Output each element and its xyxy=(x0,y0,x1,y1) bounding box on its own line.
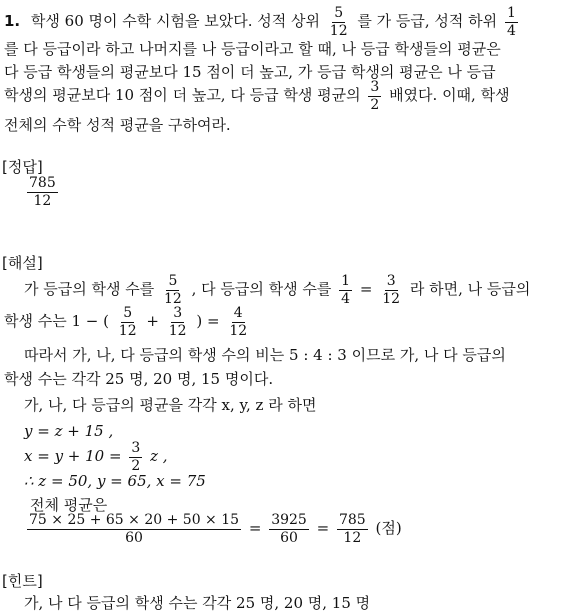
fraction xyxy=(269,513,309,545)
answer-value xyxy=(24,176,61,208)
answer-header: [정답] xyxy=(2,158,43,176)
fraction-numerator: 785 xyxy=(29,175,56,191)
equation-text: y = z + 15 , xyxy=(24,422,114,440)
fraction-numerator: 3 xyxy=(386,273,396,289)
fraction xyxy=(167,306,189,338)
problem-line-3 xyxy=(4,63,496,81)
fraction-denominator: 60 xyxy=(125,529,143,546)
problem-text: 배였다. 이때, 학생 xyxy=(389,86,510,105)
fraction xyxy=(27,513,241,545)
fraction-numerator: 5 xyxy=(123,305,133,321)
fraction-denominator: 12 xyxy=(329,22,348,39)
fraction xyxy=(117,306,139,338)
fraction-numerator: 4 xyxy=(233,305,243,321)
equation-y xyxy=(24,422,113,440)
fraction-denominator: 2 xyxy=(131,457,141,474)
problem-line-2 xyxy=(4,40,501,58)
hint-text: 가, 나 다 등급의 학생 수는 각각 25 명, 20 명, 15 명 xyxy=(24,594,371,612)
equation-text: z , xyxy=(150,447,168,466)
hint-header: [힌트] xyxy=(2,572,43,590)
fraction-denominator: 12 xyxy=(382,290,401,307)
solution-line-4 xyxy=(4,370,273,388)
unit-label: (점) xyxy=(375,519,402,538)
solution-text: 전체 평균은 xyxy=(30,496,108,514)
fraction-numerator: 1 xyxy=(506,5,516,21)
fraction-denominator: 12 xyxy=(343,529,362,546)
problem-text: 학생 60 명이 수학 시험을 보았다. 성적 상위 xyxy=(30,12,320,31)
fraction-numerator: 1 xyxy=(341,273,351,289)
fraction-numerator: 3 xyxy=(131,440,141,456)
solution-text: 학생 수는 각각 25 명, 20 명, 15 명이다. xyxy=(4,370,274,388)
equals-sign: = xyxy=(316,519,330,538)
fraction-denominator: 4 xyxy=(341,290,351,307)
solution-text: 라 하면, 나 등급의 xyxy=(409,280,531,299)
fraction xyxy=(227,306,249,338)
fraction-denominator: 2 xyxy=(370,96,380,113)
solution-line-1 xyxy=(24,274,530,306)
fraction xyxy=(129,441,142,473)
fraction-numerator: 5 xyxy=(334,5,344,21)
fraction-numerator: 75 × 25 + 65 × 20 + 50 × 15 xyxy=(29,512,240,528)
fraction-numerator: 5 xyxy=(168,273,178,289)
fraction xyxy=(328,6,350,38)
problem-number: 1. xyxy=(4,12,21,31)
fraction-numerator: 3 xyxy=(173,305,183,321)
fraction xyxy=(27,176,58,208)
solution-line-5 xyxy=(24,396,316,414)
problem-line-5 xyxy=(4,116,231,134)
problem-text: 를 다 등급이라 하고 나머지를 나 등급이라고 할 때, 나 등급 학생들의 평균은 xyxy=(4,40,501,58)
solution-text: 가 등급의 학생 수를 xyxy=(24,280,155,299)
problem-text: 를 가 등급, 성적 하위 xyxy=(357,12,498,31)
problem-text: 전체의 수학 성적 평균을 구하여라. xyxy=(4,116,231,134)
equation-text: ∴ z = 50, y = 65, x = 75 xyxy=(24,472,206,490)
plus-sign: + xyxy=(146,312,159,331)
solution-header: [해설] xyxy=(2,254,43,272)
solution-line-2 xyxy=(4,306,252,338)
fraction xyxy=(368,80,381,112)
fraction xyxy=(339,274,352,306)
equation-result xyxy=(24,472,206,490)
solution-text: ) = xyxy=(196,312,220,331)
problem-line-4 xyxy=(4,80,510,112)
solution-text: 학생 수는 1 − ( xyxy=(4,312,109,331)
solution-text: , 다 등급의 학생 수를 xyxy=(191,280,332,299)
hint-line-1 xyxy=(24,594,370,612)
solution-text: 따라서 가, 나, 다 등급의 학생 수의 비는 5 : 4 : 3 이므로 가, 나 다 등급의 xyxy=(24,346,506,364)
fraction-numerator: 785 xyxy=(338,512,366,528)
fraction-denominator: 12 xyxy=(164,290,182,307)
fraction xyxy=(380,274,402,306)
equation-x xyxy=(24,441,168,473)
problem-line-1 xyxy=(4,6,521,38)
equals-sign: = xyxy=(248,519,262,538)
equation-text: x = y + 10 = xyxy=(24,447,122,466)
problem-text: 학생의 평균보다 10 점이 더 높고, 다 등급 학생 평균의 xyxy=(4,86,361,105)
fraction-denominator: 12 xyxy=(33,192,52,209)
solution-line-3 xyxy=(24,346,506,364)
fraction xyxy=(505,6,518,38)
fraction-numerator: 3 xyxy=(370,79,380,95)
fraction-numerator: 3925 xyxy=(271,512,307,528)
equals-sign: = xyxy=(359,280,373,299)
fraction xyxy=(162,274,184,306)
solution-text: 가, 나, 다 등급의 평균을 각각 x, y, z 라 하면 xyxy=(24,396,317,414)
solution-final-equation xyxy=(24,513,402,545)
problem-text: 다 등급 학생들의 평균보다 15 점이 더 높고, 가 등급 학생의 평균은 나 등급 xyxy=(4,63,496,81)
fraction-denominator: 12 xyxy=(168,322,187,339)
fraction-denominator: 4 xyxy=(506,22,516,39)
fraction xyxy=(337,513,368,545)
fraction-denominator: 12 xyxy=(118,322,137,339)
fraction-denominator: 12 xyxy=(229,322,248,339)
fraction-denominator: 60 xyxy=(280,529,298,546)
